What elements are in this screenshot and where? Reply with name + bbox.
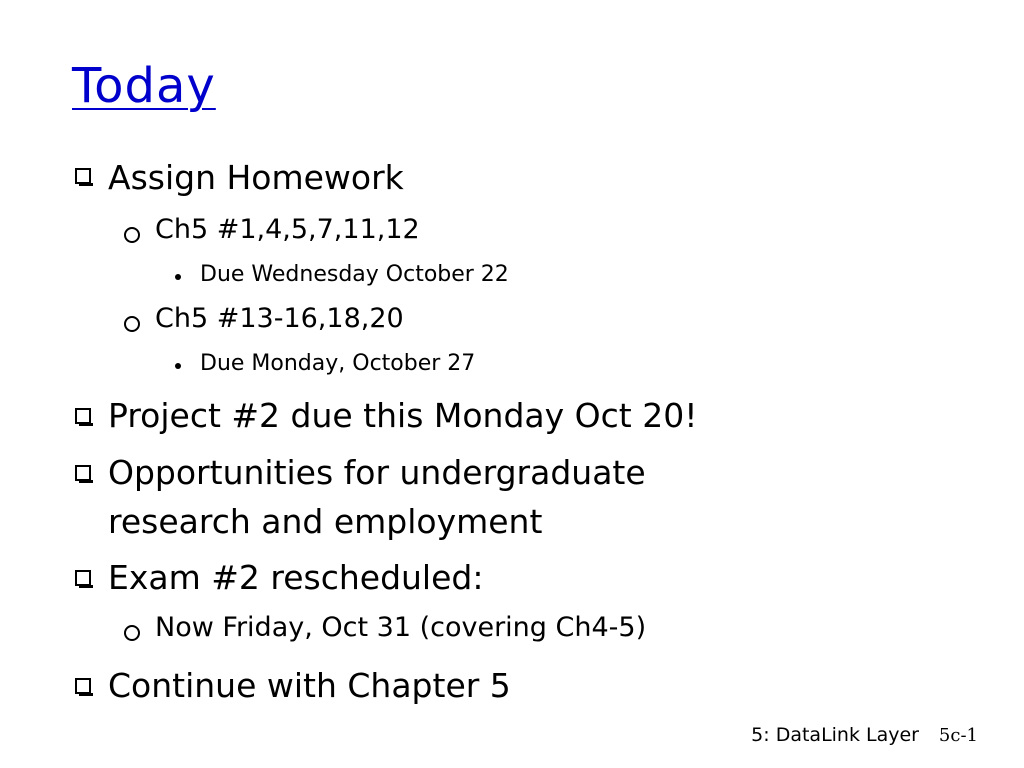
square-bullet-icon bbox=[75, 408, 91, 424]
circle-bullet-icon bbox=[124, 316, 140, 332]
bullet-item-continuation: research and employment bbox=[108, 502, 543, 541]
page-number: 5c-1 bbox=[938, 725, 978, 746]
square-bullet-icon bbox=[75, 168, 91, 184]
sub-sub-bullet-item: Due Wednesday October 22 bbox=[200, 262, 509, 287]
circle-bullet-icon bbox=[124, 227, 140, 243]
bullet-item: Project #2 due this Monday Oct 20! bbox=[108, 396, 698, 435]
sub-bullet-item: Ch5 #13-16,18,20 bbox=[155, 303, 404, 334]
square-bullet-icon bbox=[75, 465, 91, 481]
bullet-item: Assign Homework bbox=[108, 158, 404, 197]
footer-label: 5: DataLink Layer bbox=[751, 724, 919, 746]
sub-bullet-item: Ch5 #1,4,5,7,11,12 bbox=[155, 214, 420, 245]
slide-title: Today bbox=[72, 58, 216, 114]
bullet-item: Opportunities for undergraduate bbox=[108, 453, 646, 492]
dot-bullet-icon bbox=[175, 363, 181, 369]
square-bullet-icon bbox=[75, 678, 91, 694]
bullet-item: Continue with Chapter 5 bbox=[108, 666, 511, 705]
circle-bullet-icon bbox=[124, 625, 140, 641]
dot-bullet-icon bbox=[175, 274, 181, 280]
bullet-item: Exam #2 rescheduled: bbox=[108, 558, 484, 597]
square-bullet-icon bbox=[75, 570, 91, 586]
sub-sub-bullet-item: Due Monday, October 27 bbox=[200, 351, 476, 376]
sub-bullet-item: Now Friday, Oct 31 (covering Ch4-5) bbox=[155, 612, 647, 643]
